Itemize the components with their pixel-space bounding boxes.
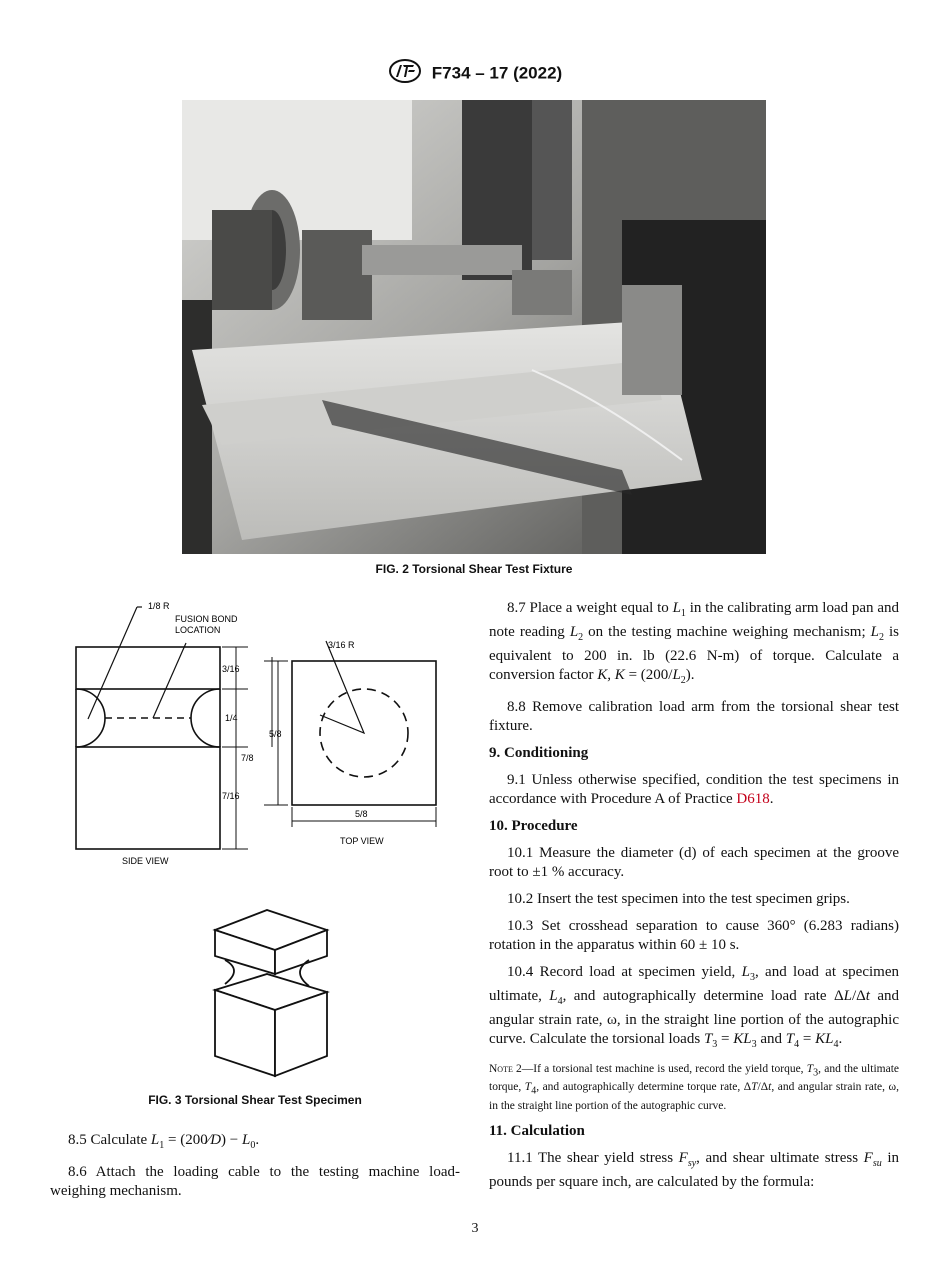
side-view-label: SIDE VIEW bbox=[122, 856, 169, 866]
d618-link[interactable]: D618 bbox=[736, 791, 770, 807]
para-10-3: 10.3 Set crosshead separation to cause 360° (6.283 radians) rotation in the apparatus within 60 ± 10 s. bbox=[489, 918, 899, 953]
standard-designation: F734 – 17 (2022) bbox=[431, 63, 563, 83]
para-11-1: 11.1 The shear yield stress $F_{sy}$, and shear ultimate stress $F_{su}$ in pounds per square inch, are calculated by the formula: bbox=[489, 1149, 899, 1190]
document-header bbox=[0, 58, 950, 89]
astm-logo-icon bbox=[388, 58, 422, 89]
para-8-5: 8.5 Calculate $L_1$ = (200⁄D) − $L_0$. bbox=[68, 1132, 260, 1151]
dim-1-4-label: 1/4 bbox=[225, 713, 238, 723]
page-number: 3 bbox=[471, 1221, 479, 1236]
dim-7-8-label: 7/8 bbox=[241, 753, 254, 763]
para-10-1: 10.1 Measure the diameter (d) of each specimen at the groove root to ±1 % accuracy. bbox=[489, 845, 899, 880]
specimen-drawing bbox=[50, 595, 470, 885]
para-10-4: 10.4 Record load at specimen yield, $L_3$, and load at specimen ultimate, $L_4$, and autographically determine load rate ΔL/Δt and angular strain rate, ω, in the straight line portion of the autographic curve. Calculate the torsional loads $T_3 = KL_3$ and $T_4 = KL_4$. bbox=[489, 964, 899, 1050]
top-view-label: TOP VIEW bbox=[340, 836, 384, 846]
para-8-6: 8.6 Attach the loading cable to the testing machine load-weighing mechanism. bbox=[50, 1164, 460, 1199]
figure-3-caption: FIG. 3 Torsional Shear Test Specimen bbox=[148, 1093, 362, 1107]
fusion-bond-label-1: FUSION BOND bbox=[175, 614, 238, 624]
section-10-heading: 10. Procedure bbox=[489, 818, 578, 834]
dim-7-16-label: 7/16 bbox=[222, 791, 240, 801]
para-9-1: 9.1 Unless otherwise specified, condition the test specimens in accordance with Procedure A of Practice D618. bbox=[489, 772, 899, 807]
torsional-fixture-photo bbox=[182, 100, 766, 554]
dim-5-8-horizontal-label: 5/8 bbox=[355, 809, 368, 819]
section-11-heading: 11. Calculation bbox=[489, 1122, 585, 1139]
fusion-bond-label-2: LOCATION bbox=[175, 625, 221, 635]
note-2: Note 2—If a torsional test machine is used, record the yield torque, $T_3$, and the ultimate torque, $T_4$, and autographically determine torque rate, ΔT/Δt, and angular strain rate, ω, in the straight line portion of the autographic curve. bbox=[489, 1063, 899, 1112]
radius-top-label: 3/16 R bbox=[328, 640, 355, 650]
right-column bbox=[489, 599, 899, 1200]
radius-side-label: 1/8 R bbox=[148, 601, 170, 611]
dim-3-16-label: 3/16 bbox=[222, 664, 240, 674]
section-9-heading: 9. Conditioning bbox=[489, 745, 589, 761]
figure-2-caption: FIG. 2 Torsional Shear Test Fixture bbox=[375, 562, 573, 576]
para-8-8: 8.8 Remove calibration load arm from the torsional shear test fixture. bbox=[489, 699, 899, 734]
left-column bbox=[50, 1131, 460, 1209]
isometric-specimen-drawing bbox=[205, 908, 335, 1083]
para-8-7: 8.7 Place a weight equal to $L_1$ in the calibrating arm load pan and note reading $L_2$ on the testing machine weighing mechanism; $L_2$ is equivalent to 200 in. lb (22.6 N-m) of torque. Calculate a conversion factor K, $K = (200/L_2)$. bbox=[489, 600, 900, 686]
dim-5-8-vertical-label: 5/8 bbox=[269, 729, 282, 739]
para-10-2: 10.2 Insert the test specimen into the test specimen grips. bbox=[507, 891, 850, 907]
